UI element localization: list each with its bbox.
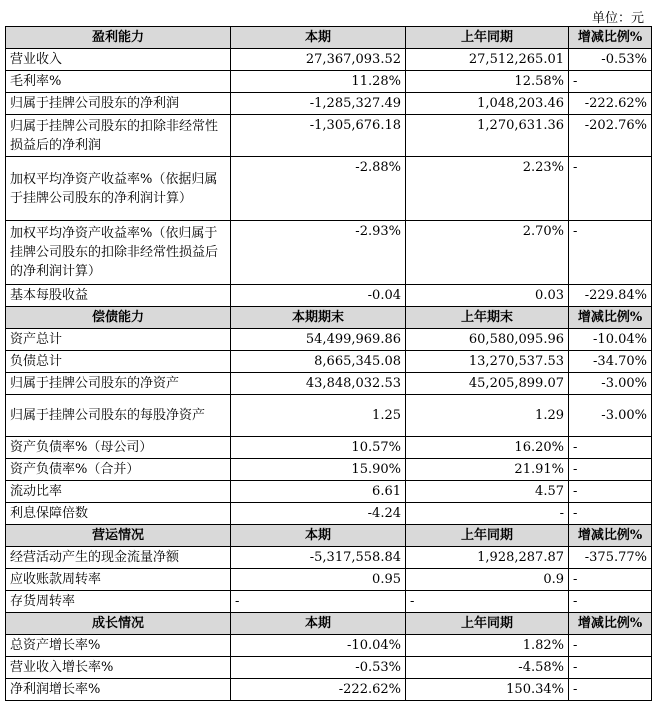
table-row [6, 503, 652, 525]
cell-current: 0.95 [231, 569, 406, 591]
table-row [6, 351, 652, 373]
cell-change: -229.84% [569, 285, 652, 307]
cell-current: 27,367,093.52 [231, 49, 406, 71]
table-row [6, 657, 652, 679]
cell-change: -10.04% [569, 329, 652, 351]
cell-previous: 21.91% [406, 459, 569, 481]
cell-current: 1.25 [231, 395, 406, 437]
cell-previous: 150.34% [406, 679, 569, 701]
cell-previous: -4.58% [406, 657, 569, 679]
cell-change: - [569, 679, 652, 701]
cell-label: 负债总计 [6, 351, 231, 373]
header-change: 增减比例% [569, 307, 652, 329]
cell-change: -375.77% [569, 547, 652, 569]
table-row [6, 395, 652, 437]
cell-label: 总资产增长率% [6, 635, 231, 657]
cell-current: -0.53% [231, 657, 406, 679]
cell-current: -1,285,327.49 [231, 93, 406, 115]
table-row [6, 373, 652, 395]
cell-label: 归属于挂牌公司股东的每股净资产 [6, 395, 231, 437]
cell-previous: 60,580,095.96 [406, 329, 569, 351]
table-row [6, 157, 652, 221]
section-header-row [6, 525, 652, 547]
cell-current: -0.04 [231, 285, 406, 307]
cell-current: 8,665,345.08 [231, 351, 406, 373]
cell-change: - [569, 71, 652, 93]
financial-indicators-table [5, 26, 652, 701]
cell-previous: 1,048,203.46 [406, 93, 569, 115]
cell-previous: - [406, 503, 569, 525]
cell-previous: 2.70% [406, 221, 569, 285]
header-change: 增减比例% [569, 27, 652, 49]
cell-change: - [569, 221, 652, 285]
cell-previous: 45,205,899.07 [406, 373, 569, 395]
cell-label: 基本每股收益 [6, 285, 231, 307]
header-previous: 上年同期 [406, 27, 569, 49]
cell-label: 毛利率% [6, 71, 231, 93]
cell-current: -5,317,558.84 [231, 547, 406, 569]
cell-current: 11.28% [231, 71, 406, 93]
cell-change: -0.53% [569, 49, 652, 71]
header-label: 营运情况 [6, 525, 231, 547]
cell-change: - [569, 157, 652, 221]
cell-previous: 1,270,631.36 [406, 115, 569, 157]
cell-change: -222.62% [569, 93, 652, 115]
cell-current: -2.88% [231, 157, 406, 221]
cell-label: 经营活动产生的现金流量净额 [6, 547, 231, 569]
header-label: 偿债能力 [6, 307, 231, 329]
cell-current: 10.57% [231, 437, 406, 459]
cell-change: - [569, 503, 652, 525]
unit-label: 单位：元 [591, 11, 644, 26]
header-previous: 上年期末 [406, 307, 569, 329]
table-row [6, 635, 652, 657]
cell-label: 净利润增长率% [6, 679, 231, 701]
section-header-row [6, 27, 652, 49]
cell-label: 资产负债率%（母公司） [6, 437, 231, 459]
table-row [6, 437, 652, 459]
cell-change: -3.00% [569, 395, 652, 437]
cell-change: - [569, 459, 652, 481]
cell-previous: 0.03 [406, 285, 569, 307]
cell-label: 利息保障倍数 [6, 503, 231, 525]
table-row [6, 115, 652, 157]
cell-label: 归属于挂牌公司股东的净利润 [6, 93, 231, 115]
cell-current: 54,499,969.86 [231, 329, 406, 351]
cell-change: - [569, 569, 652, 591]
cell-previous: 0.9 [406, 569, 569, 591]
table-row [6, 93, 652, 115]
cell-previous: 27,512,265.01 [406, 49, 569, 71]
header-current: 本期期末 [231, 307, 406, 329]
cell-previous: 13,270,537.53 [406, 351, 569, 373]
cell-current: -222.62% [231, 679, 406, 701]
cell-change: -3.00% [569, 373, 652, 395]
cell-current: -4.24 [231, 503, 406, 525]
cell-label: 加权平均净资产收益率%（依据归属于挂牌公司股东的净利润计算） [6, 157, 231, 221]
header-current: 本期 [231, 27, 406, 49]
cell-label: 归属于挂牌公司股东的净资产 [6, 373, 231, 395]
cell-current: -10.04% [231, 635, 406, 657]
cell-label: 资产总计 [6, 329, 231, 351]
cell-previous: 12.58% [406, 71, 569, 93]
cell-change: - [569, 481, 652, 503]
table-row [6, 591, 652, 613]
header-current: 本期 [231, 613, 406, 635]
cell-label: 流动比率 [6, 481, 231, 503]
table-row [6, 459, 652, 481]
cell-previous: 4.57 [406, 481, 569, 503]
table-row [6, 49, 652, 71]
table-row [6, 569, 652, 591]
table-row [6, 547, 652, 569]
cell-previous: 1.82% [406, 635, 569, 657]
cell-current: 6.61 [231, 481, 406, 503]
header-current: 本期 [231, 525, 406, 547]
header-change: 增减比例% [569, 613, 652, 635]
cell-label: 存货周转率 [6, 591, 231, 613]
cell-previous: - [406, 591, 569, 613]
table-row [6, 481, 652, 503]
cell-change: -34.70% [569, 351, 652, 373]
header-label: 成长情况 [6, 613, 231, 635]
cell-current: -2.93% [231, 221, 406, 285]
table-row [6, 285, 652, 307]
section-header-row [6, 613, 652, 635]
cell-change: -202.76% [569, 115, 652, 157]
cell-change: - [569, 591, 652, 613]
cell-label: 归属于挂牌公司股东的扣除非经常性损益后的净利润 [6, 115, 231, 157]
table-row [6, 329, 652, 351]
cell-current: 43,848,032.53 [231, 373, 406, 395]
header-label: 盈利能力 [6, 27, 231, 49]
table-row [6, 221, 652, 285]
cell-previous: 16.20% [406, 437, 569, 459]
cell-change: - [569, 437, 652, 459]
cell-current: - [231, 591, 406, 613]
table-row [6, 679, 652, 701]
header-change: 增减比例% [569, 525, 652, 547]
section-header-row [6, 307, 652, 329]
cell-label: 营业收入 [6, 49, 231, 71]
header-previous: 上年同期 [406, 613, 569, 635]
cell-previous: 2.23% [406, 157, 569, 221]
cell-change: - [569, 635, 652, 657]
table-row [6, 71, 652, 93]
cell-label: 加权平均净资产收益率%（依归属于挂牌公司股东的扣除非经常性损益后的净利润计算） [6, 221, 231, 285]
cell-previous: 1.29 [406, 395, 569, 437]
cell-change: - [569, 657, 652, 679]
cell-label: 资产负债率%（合并） [6, 459, 231, 481]
cell-current: -1,305,676.18 [231, 115, 406, 157]
cell-label: 应收账款周转率 [6, 569, 231, 591]
cell-label: 营业收入增长率% [6, 657, 231, 679]
header-previous: 上年同期 [406, 525, 569, 547]
cell-previous: 1,928,287.87 [406, 547, 569, 569]
cell-current: 15.90% [231, 459, 406, 481]
